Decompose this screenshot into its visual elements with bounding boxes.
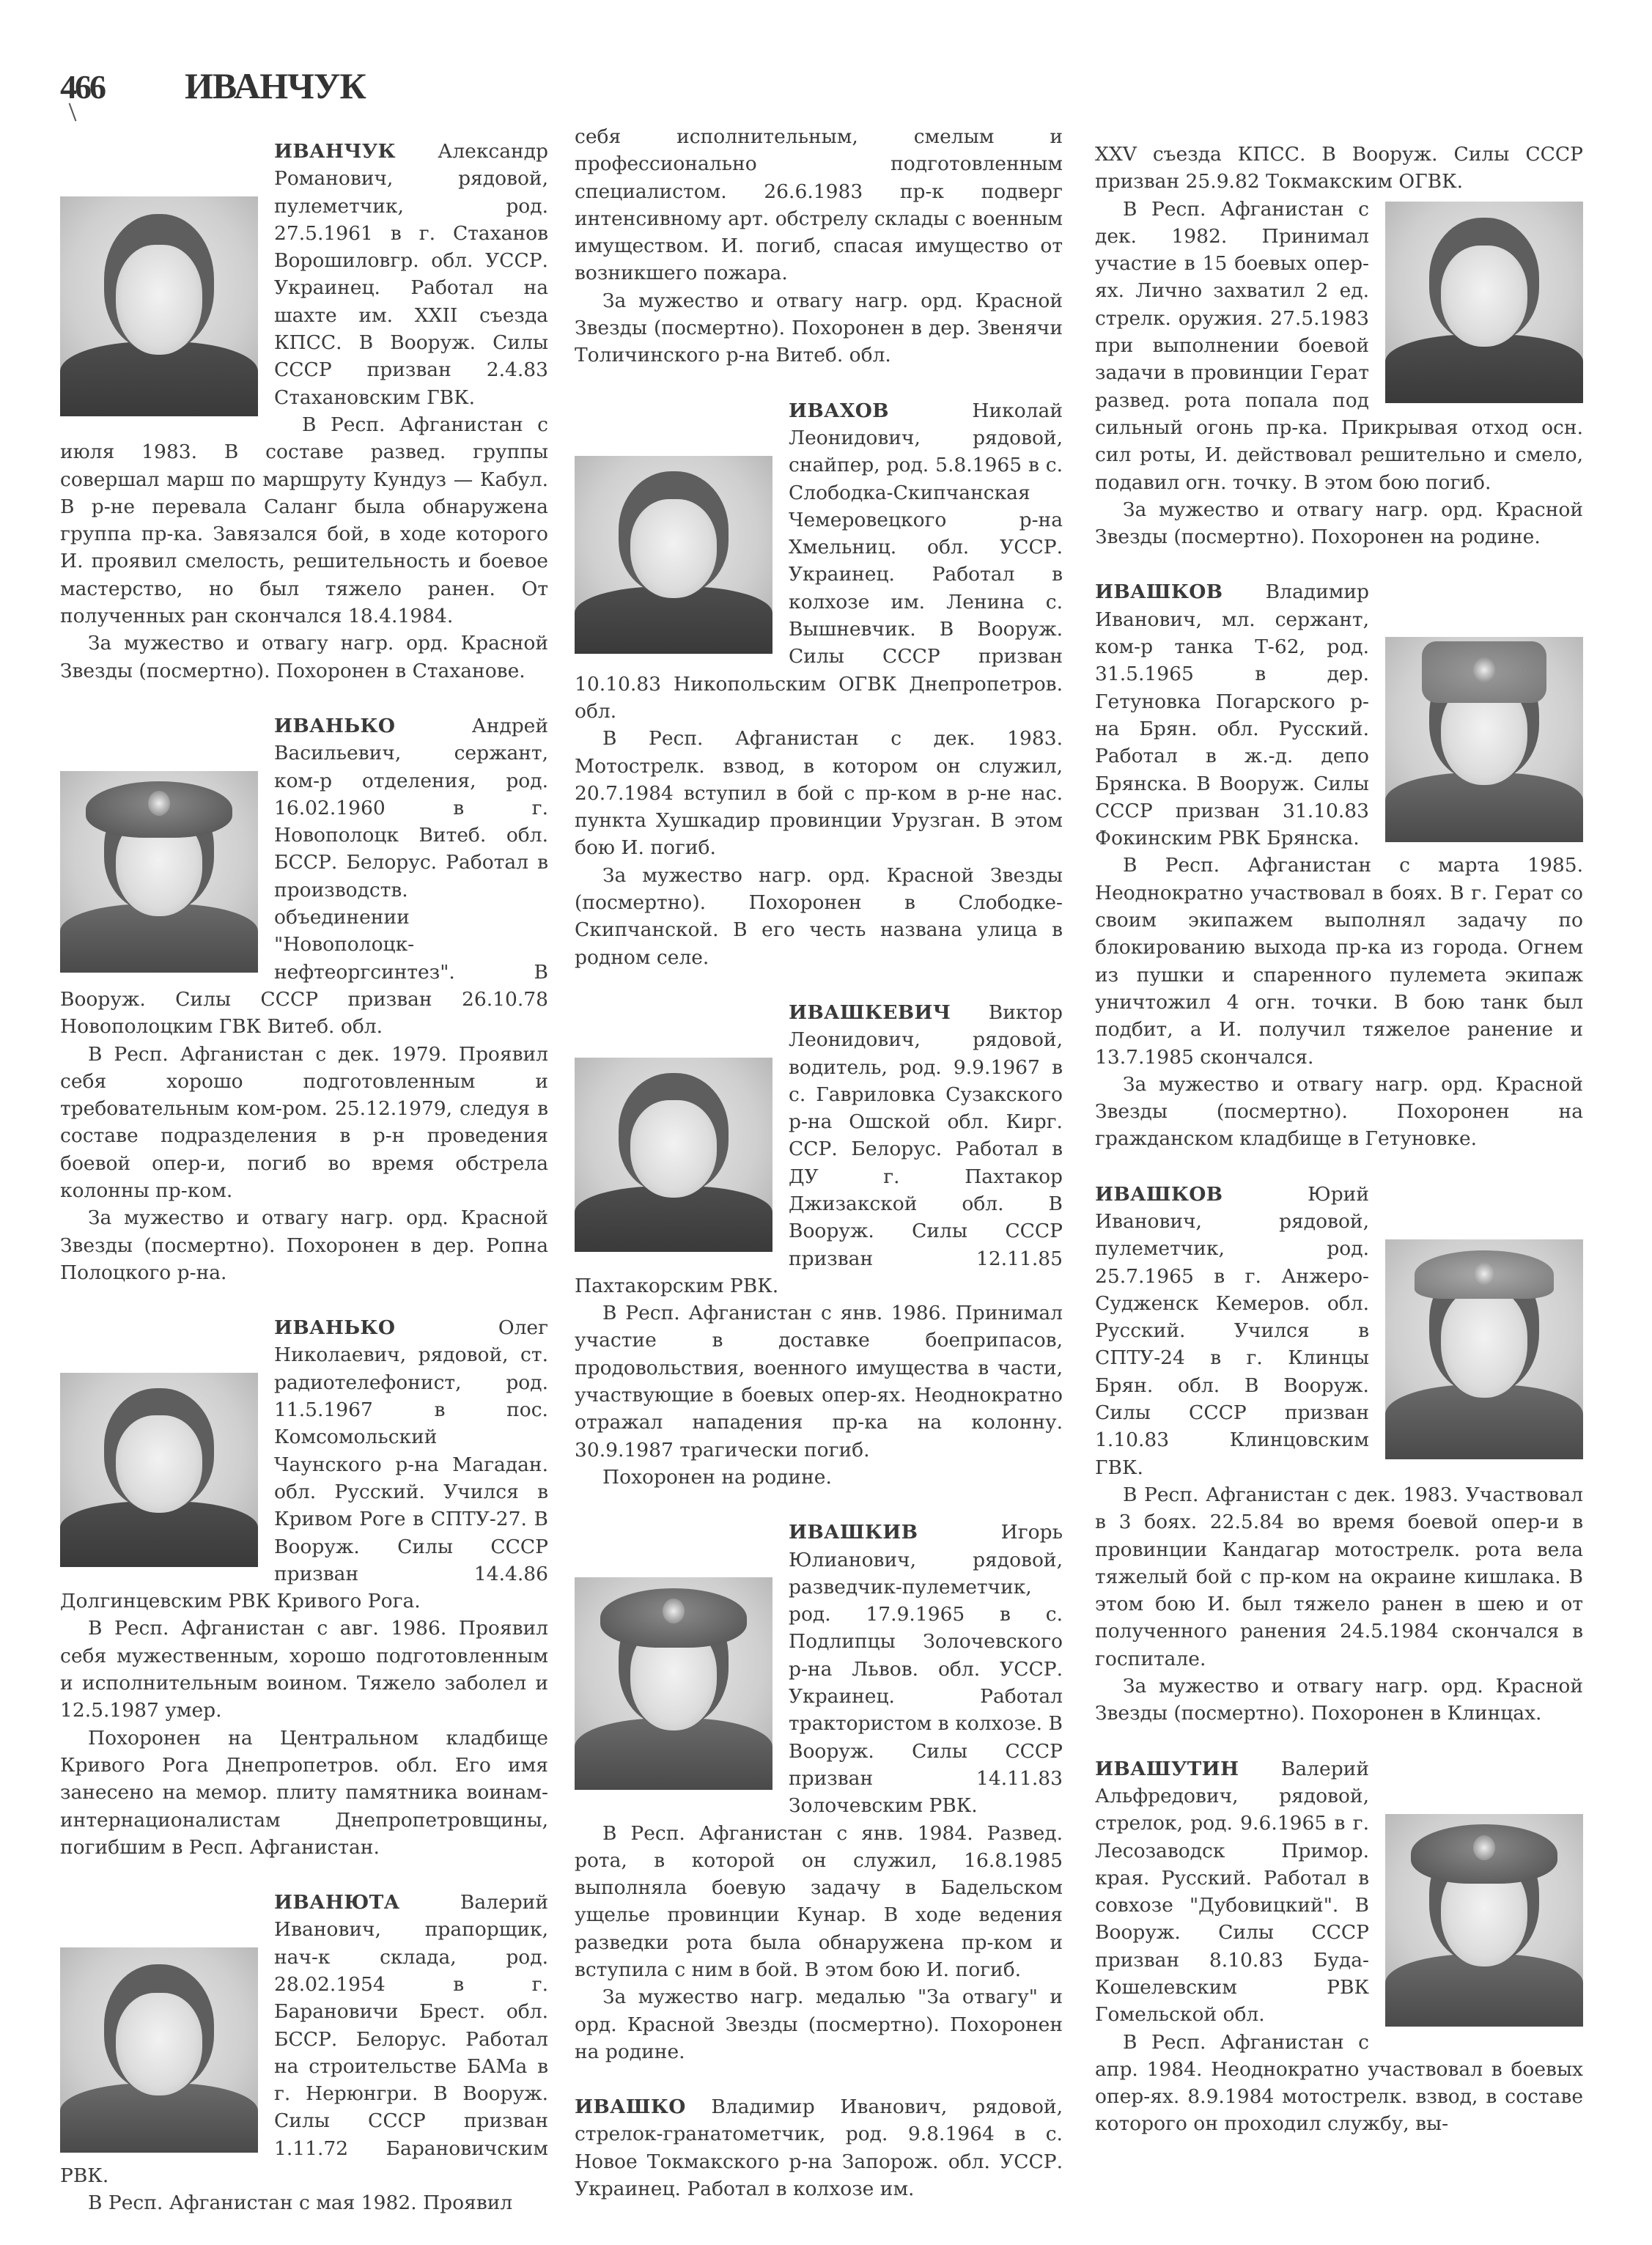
portrait-face <box>116 1415 202 1513</box>
entry-ivashkov-vladimir <box>1095 578 1583 1152</box>
portrait-photo <box>575 456 772 654</box>
entry-surname: ИВАХОВ <box>789 399 889 422</box>
entry-paragraph: ИВАШКО Владимир Иванович, рядовой, стрелок-гранатометчик, род. 9.8.1964 в с. Новое Токмакского р-на Запорож. обл. УССР. Украинец. Работал в колхозе им. <box>575 2095 1063 2201</box>
entry-paragraph: В Респ. Афганистан с апр. 1984. Неоднократно участвовал в боевых опер-ях. 8.9.1984 мотострелк. взвод, в составе которого он проходил службу, вы- <box>1095 2030 1583 2136</box>
entry-paragraph: За мужество и отвагу нагр. орд. Красной Звезды (посмертно). Похоронен в дер. Ропна Полоцкого р-на. <box>60 1206 548 1284</box>
portrait-photo <box>1385 1814 1583 2027</box>
portrait-face <box>630 1100 717 1198</box>
portrait-photo <box>575 1058 772 1252</box>
portrait-photo <box>1385 202 1583 403</box>
entry-paragraph: ИВАНЮТА Валерий Иванович, прапорщик, нач-к склада, род. 28.02.1954 в г. Барановичи Брест. обл. БССР. Белорус. Работал на строительстве БАМа в г. Нерюнгри. В Вооруж. Силы СССР призван 1.11.72 Барановичским РВК. <box>60 1891 548 2188</box>
entry-ivashkevich <box>575 999 1063 1491</box>
entry-ivakhov <box>575 397 1063 971</box>
entry-paragraph: В Респ. Афганистан с авг. 1986. Проявил себя мужественным, хорошо подготовленным и исполнительным воином. Тяжело заболел и 12.5.1987 умер. <box>60 1617 548 1722</box>
entry-surname: ИВАШКЕВИЧ <box>789 1000 951 1024</box>
cap-badge-icon <box>148 791 170 816</box>
entry-paragraph: В Респ. Афганистан с дек. 1982. Принимал участие в 15 боевых опер-ях. Лично захватил 2 ед. стрелк. оружия. 27.5.1983 при выполнении боевой задачи в провинции Герат развед. рота попала под сильный огонь пр-ка. Прикрывая отход осн. сил роты, И. действовал решительно и смело, подавил огн. точку. В этом бою погиб. <box>1095 197 1583 494</box>
entry-surname: ИВАШКИВ <box>789 1521 918 1544</box>
entry-paragraph: себя исполнительным, смелым и профессионально подготовленным специалистом. 26.6.1983 пр-к подверг интенсивному арт. обстрелу склады с военным имуществом. И. погиб, спасая имущество от возникшего пожара. <box>575 125 1063 285</box>
entry-paragraph: За мужество и отвагу нагр. орд. Красной Звезды (посмертно). Похоронен на гражданском кладбище в Гетуновке. <box>1095 1072 1583 1151</box>
portrait-face <box>630 499 717 598</box>
entry-surname: ИВАШКОВ <box>1095 1182 1223 1206</box>
portrait-photo <box>60 771 258 973</box>
entry-surname: ИВАШУТИН <box>1095 1757 1239 1780</box>
entry-ivanyuta <box>60 1889 548 2217</box>
entry-paragraph: ИВАХОВ Николай Леонидович, рядовой, снайпер, род. 5.8.1965 в с. Слободка-Скипчанская Чемеровецкого р-на Хмельниц. обл. УССР. Украинец. Работал в колхозе им. Ленина с. Вышневчик. В Вооруж. Силы СССР призван 10.10.83 Никопольским ОГВК Днепропетров. обл. <box>575 399 1063 723</box>
cap-badge-icon <box>1473 657 1495 682</box>
entry-ivashko <box>575 2093 1063 2202</box>
page-number: 466 <box>60 68 104 106</box>
entry-paragraph: ИВАШКОВ Владимир Иванович, мл. сержант, ком-р танка Т-62, род. 31.5.1965 в дер. Гетуновка Погарского р-на Брян. обл. Русский. Работал в ж.-д. депо Брянска. В Вооруж. Силы СССР призван 31.10.83 Фокинским РВК Брянска. <box>1095 580 1369 850</box>
entry-ivashutin <box>1095 1755 1583 2138</box>
entry-surname: ИВАШКО <box>575 2095 686 2119</box>
entry-paragraph: ИВАШКЕВИЧ Виктор Леонидович, рядовой, водитель, род. 9.9.1967 в с. Гавриловка Сузакского р-на Ошской обл. Кирг. ССР. Белорус. Работал в ДУ г. Пахтакор Джизакской обл. В Вооруж. Силы СССР призван 12.11.85 Пахтакорским РВК. <box>575 1000 1063 1297</box>
column-3 <box>1095 141 1583 2166</box>
entry-ivanchuk <box>60 138 548 685</box>
portrait-photo <box>60 1373 258 1567</box>
entry-surname: ИВАНЬКО <box>274 714 396 737</box>
portrait-photo <box>575 1577 772 1790</box>
entry-paragraph: ИВАНЧУК Александр Романович, рядовой, пулеметчик, род. 27.5.1961 в г. Стаханов Ворошиловгр. обл. УССР. Украинец. Работал на шахте им. XXII съезда КПСС. В Вооруж. Силы СССР призван 2.4.83 Стахановским ГВК. <box>274 140 548 409</box>
entry-surname: ИВАНЬКО <box>274 1316 396 1340</box>
column-2 <box>575 123 1063 2230</box>
entry-paragraph: Похоронен на родине. <box>602 1465 832 1489</box>
entry-paragraph: В Респ. Афганистан с янв. 1984. Развед. рота, в которой он служил, 16.8.1985 выполняла боевую задачу в Бадельском ущелье провинции Кунар. В ходе ведения разведки рота была обнаружена пр-ком и вступила с ним в бой. В этом бою И. погиб. <box>575 1821 1063 1981</box>
entry-ivashkov-yuriy <box>1095 1181 1583 1728</box>
entry-paragraph: В Респ. Афганистан с дек. 1979. Проявил себя хорошо подготовленным и требовательным ком-ром. 25.12.1979, следуя в составе подразделения в р-н проведения боевой опер-и, погиб во время обстрела колонны пр-ком. <box>60 1042 548 1202</box>
cap-badge-icon <box>1473 1261 1495 1286</box>
portrait-photo <box>60 1947 258 2153</box>
entry-paragraph: В Респ. Афганистан с дек. 1983. Участвовал в 3 боях. 22.5.84 во время боевой опер-и в провинции Кандагар мотострелк. рота вела тяжелый бой с пр-ком на окраине кишлака. В этом бою И. был тяжело ранен в шею и от полученного ранения 24.5.1984 скончался в госпитале. <box>1095 1483 1583 1670</box>
entry-surname: ИВАШКОВ <box>1095 580 1223 604</box>
entry-surname: ИВАНЮТА <box>274 1891 400 1914</box>
entry-ivanyuta-continued <box>575 123 1063 369</box>
portrait-face <box>1441 246 1527 347</box>
entry-paragraph: ИВАШУТИН Валерий Альфредович, рядовой, стрелок, род. 9.6.1965 в г. Лесозаводск Примор. края. Русский. Работал в совхозе "Дубовицкий". В Вооруж. Силы СССР призван 8.10.83 Буда-Кошелевским РВК Гомельской обл. <box>1095 1757 1369 2027</box>
entry-paragraph: За мужество и отвагу нагр. орд. Красной Звезды (посмертно). Похоронен в Клинцах. <box>1095 1675 1583 1725</box>
entry-ivanko-andrey <box>60 712 548 1286</box>
portrait-photo <box>1385 637 1583 842</box>
entry-paragraph: За мужество и отвагу нагр. орд. Красной Звезды (посмертно). Похоронен в дер. Звенячи Толичинского р-на Витеб. обл. <box>575 289 1063 367</box>
portrait-face <box>116 245 202 355</box>
entry-paragraph: За мужество и отвагу нагр. орд. Красной Звезды (посмертно). Похоронен в Стаханове. <box>60 632 548 682</box>
running-head: ИВАНЧУК <box>185 65 366 106</box>
entry-surname: ИВАНЧУК <box>274 140 396 163</box>
entry-ivanko-oleg <box>60 1314 548 1861</box>
entry-paragraph: Похоронен на Центральном кладбище Кривого Рога Днепропетров. обл. Его имя занесено на мемор. плиту памятника воинам-интернационалистам Днепропетровщины, погибшим в Респ. Афганистан. <box>60 1726 548 1859</box>
page-header <box>60 64 366 107</box>
entry-paragraph: В Респ. Афганистан с дек. 1983. Мотострелк. взвод, в котором он служил, 20.7.1984 вступил в бой с пр-ком в р-не нас. пункта Хушкадир провинции Урузган. В этом бою И. погиб. <box>575 727 1063 860</box>
entry-paragraph: В Респ. Афганистан с марта 1985. Неоднократно участвовал в боях. В г. Герат со своим экипажем выполнял задачу по блокированию выхода пр-ка из города. Огнем из пушки и спаренного пулемета экипаж уничтожил 4 огн. точки. В бою танк был подбит, а И. получил тяжелое ранение и 13.7.1985 скончался. <box>1095 854 1583 1069</box>
portrait-face <box>1441 1288 1527 1398</box>
entry-paragraph: ИВАНЬКО Олег Николаевич, рядовой, ст. радиотелефонист, род. 11.5.1967 в пос. Комсомольский Чаунского р-на Магадан. обл. Русский. Учился в Кривом Роге в СПТУ-27. В Вооруж. Силы СССР призван 14.4.86 Долгинцевским РВК Кривого Рога. <box>60 1316 548 1613</box>
entry-paragraph: В Респ. Афганистан с июля 1983. В составе развед. группы совершал марш по маршруту Кундуз — Кабул. В р-не перевала Саланг была обнаружена группа пр-ка. Завязался бой, в ходе которого И. проявил смелость, решительность и боевое мастерство, но был тяжело ранен. От полученных ран скончался 18.4.1984. <box>60 413 548 628</box>
entry-paragraph: За мужество нагр. орд. Красной Звезды (посмертно). Похоронен в Слободке-Скипчанской. В его честь названа улица в родном селе. <box>575 863 1063 969</box>
entry-paragraph: ИВАШКОВ Юрий Иванович, рядовой, пулеметчик, род. 25.7.1965 в г. Анжеро-Судженск Кемеров. обл. Русский. Учился в СПТУ-24 в г. Клинцы Брян. обл. В Вооруж. Силы СССР призван 1.10.83 Клинцовским ГВК. <box>1095 1182 1369 1479</box>
entry-paragraph: В Респ. Афганистан с мая 1982. Проявил <box>88 2191 513 2215</box>
portrait-face <box>116 1993 202 2095</box>
entry-paragraph: За мужество нагр. медалью "За отвагу" и орд. Красной Звезды (посмертно). Похоронен на родине. <box>575 1986 1063 2063</box>
entry-ivashko-continued <box>1095 141 1583 550</box>
entry-paragraph: За мужество и отвагу нагр. орд. Красной Звезды (посмертно). Похоронен на родине. <box>1095 498 1583 549</box>
entry-paragraph: ИВАШКИВ Игорь Юлианович, рядовой, разведчик-пулеметчик, род. 17.9.1965 в с. Подлипцы Золочевского р-на Львов. обл. УССР. Украинец. Работал трактористом в колхозе. В Вооруж. Силы СССР призван 14.11.83 Золочевским РВК. <box>789 1521 1063 1818</box>
entry-ivashkiv <box>575 1519 1063 2065</box>
entry-paragraph: ИВАНЬКО Андрей Васильевич, сержант, ком-р отделения, род. 16.02.1960 в г. Новополоцк Витеб. обл. БССР. Белорус. Работал в производств. объединении "Новополоцк-нефтеоргсинтез". В Вооруж. Силы СССР призван 26.10.78 Новополоцким ГВК Витеб. обл. <box>60 714 548 1039</box>
cap-badge-icon <box>663 1599 685 1623</box>
portrait-photo <box>60 196 258 416</box>
entry-paragraph: В Респ. Афганистан с янв. 1986. Принимал участие в доставке боеприпасов, продовольствия, военного имущества в части, участвующие в боевых опер-ях. Неоднократно отражал нападения пр-ка на колонну. 30.9.1987 трагически погиб. <box>575 1302 1063 1461</box>
entry-paragraph: XXV съезда КПСС. В Вооруж. Силы СССР призван 25.9.82 Токмакским ОГВК. <box>1095 143 1583 193</box>
cap-badge-icon <box>1473 1835 1495 1860</box>
column-1 <box>60 138 548 2245</box>
portrait-photo <box>1385 1239 1583 1459</box>
